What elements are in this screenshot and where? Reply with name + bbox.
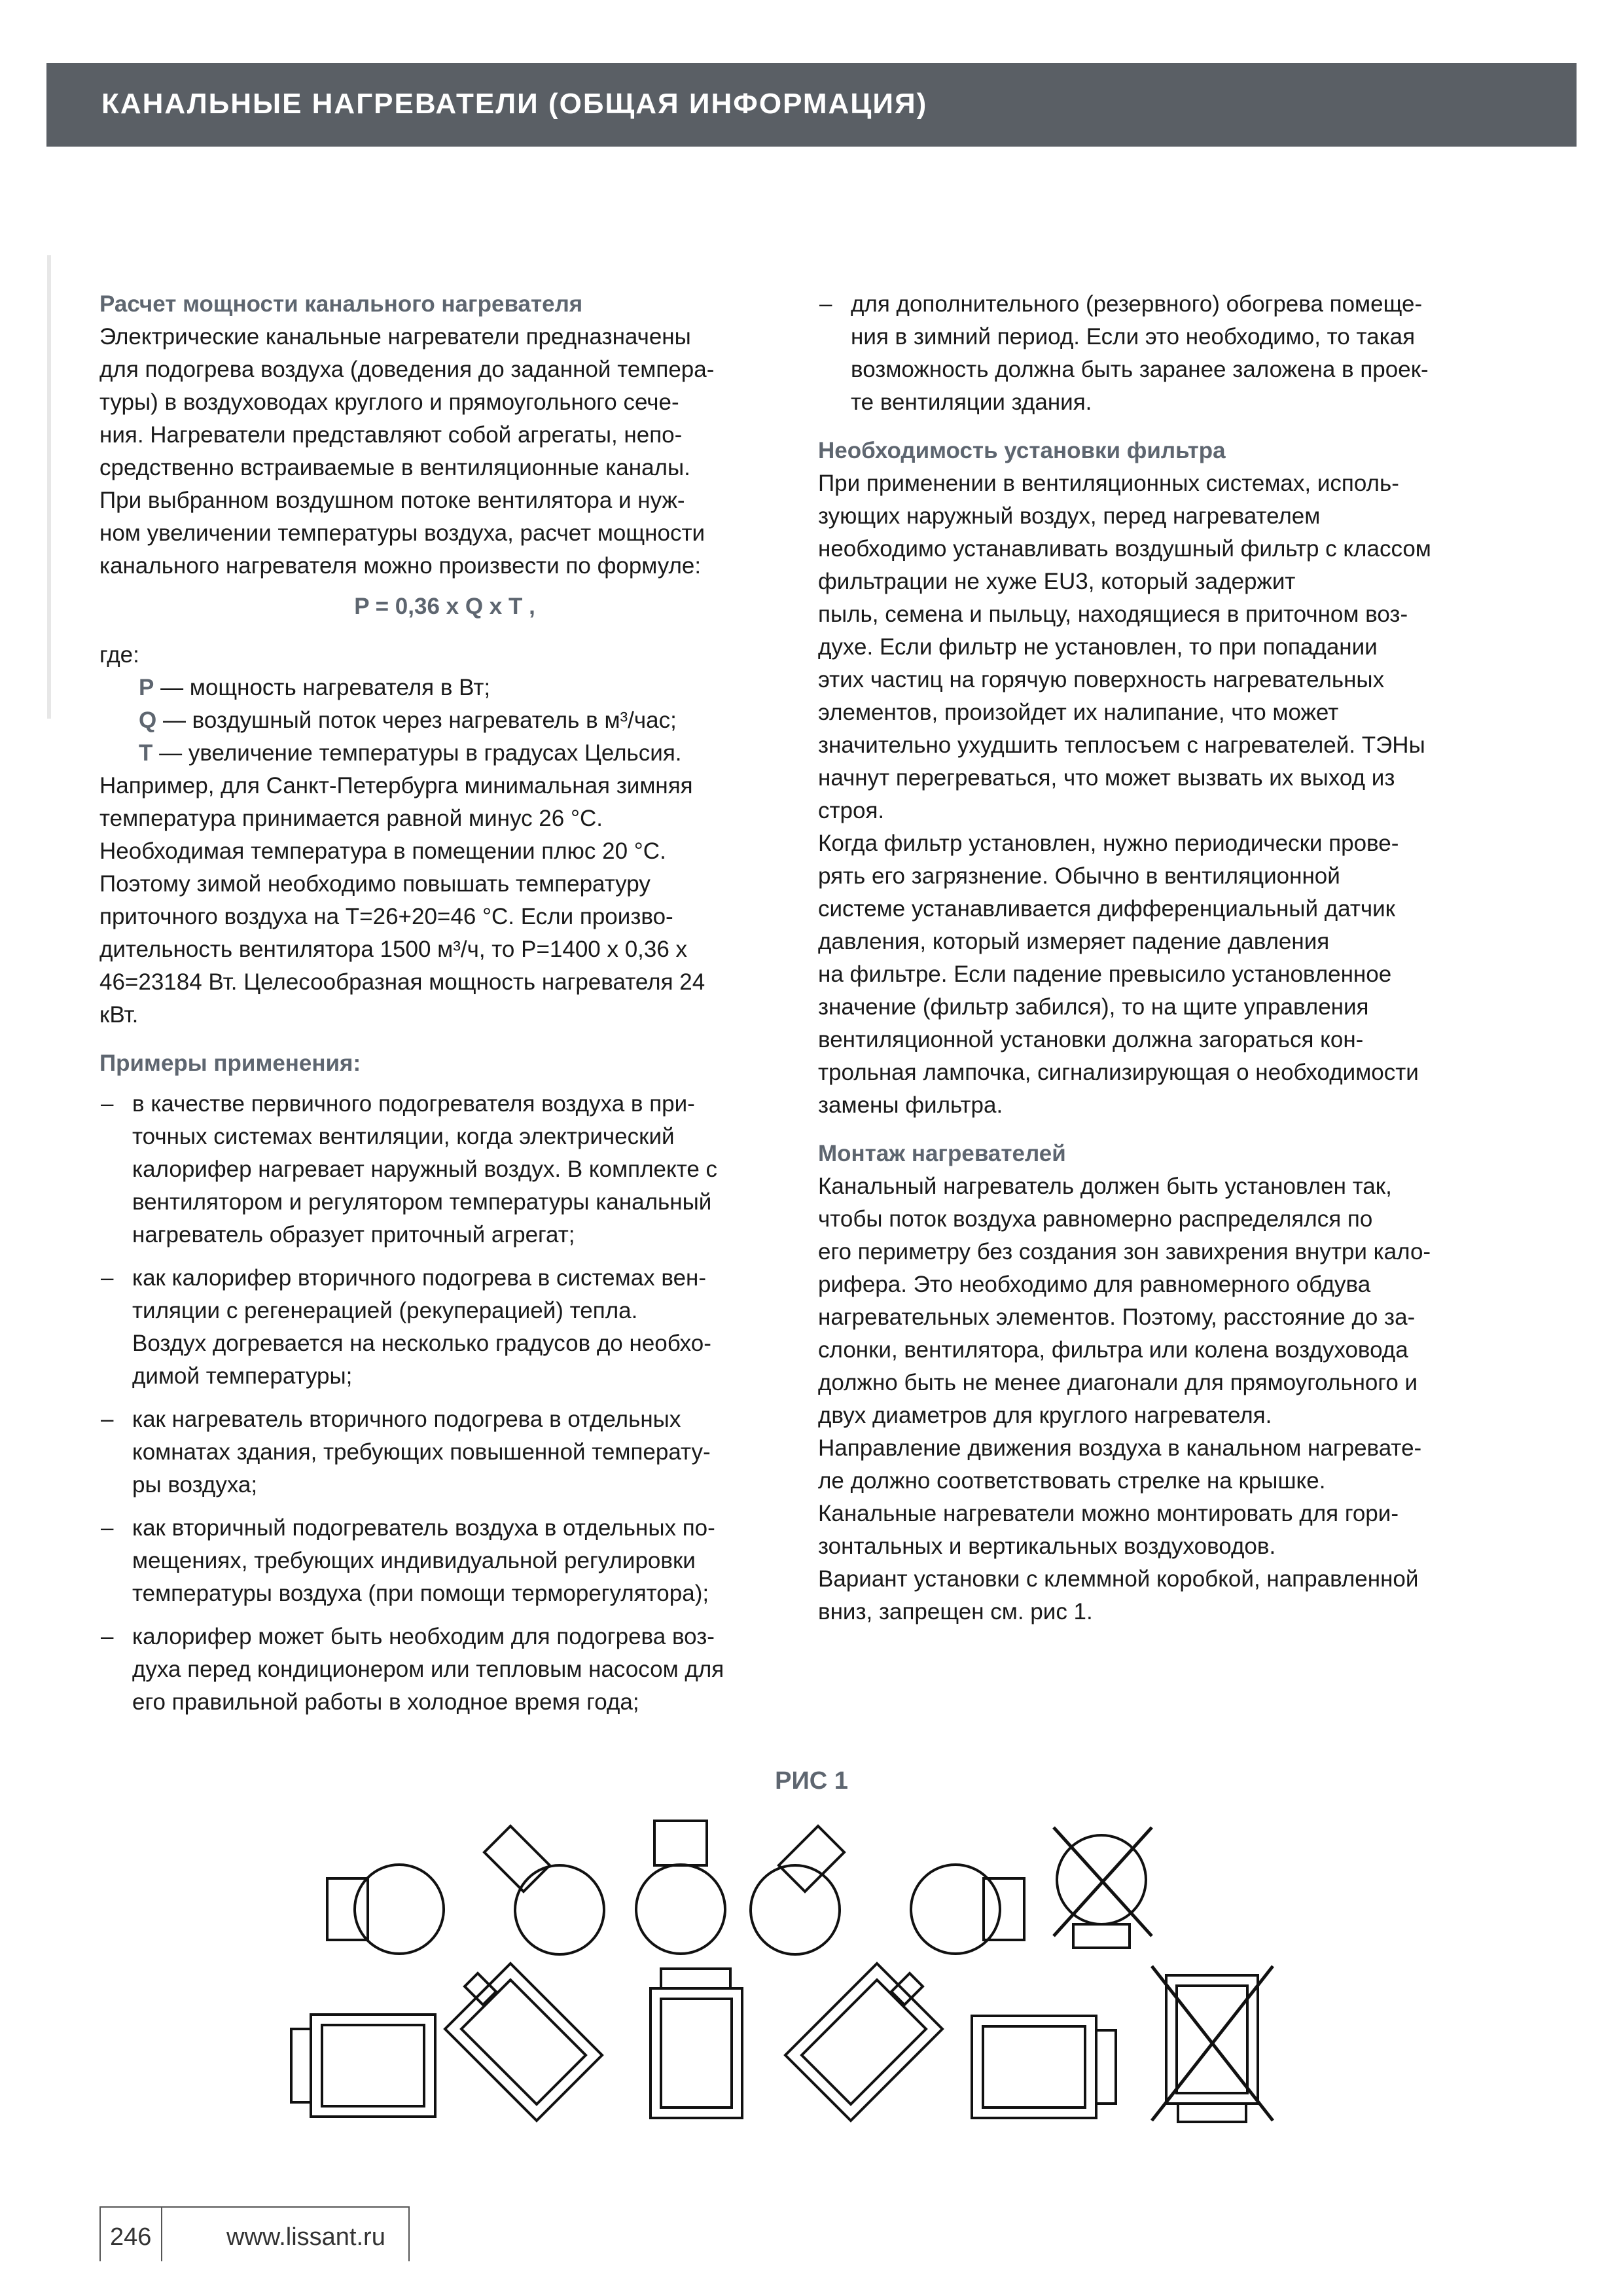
- text-line: системе устанавливается дифференциальный датчик: [818, 896, 1395, 922]
- text-line: нагревательных элементов. Поэтому, расстояние до за-: [818, 1304, 1416, 1330]
- round-heater-box-left: [327, 1865, 444, 1954]
- rect-heater-box-upper-left: [445, 1964, 602, 2121]
- rect-heater-box-right: [972, 2016, 1116, 2118]
- rect-heater-box-upper-right: [785, 1964, 942, 2121]
- text-line: для подогрева воздуха (доведения до заданной темпера-: [99, 357, 715, 382]
- text-line: Воздух догревается на несколько градусов до необхо-: [132, 1331, 711, 1356]
- calc-heading: Расчет мощности канального нагревателя: [99, 291, 583, 317]
- text-line: ния в зимний период. Если это необходимо, то такая: [851, 324, 1416, 350]
- text-line: в качестве первичного подогревателя воздуха в при-: [132, 1091, 695, 1117]
- text-line: начнут перегреваться, что может вызвать их выход из: [818, 765, 1395, 791]
- list-dash: –: [819, 291, 832, 317]
- text-line: замены фильтра.: [818, 1092, 1003, 1118]
- round-heater-box-up: [636, 1821, 725, 1954]
- text-line: двух диаметров для круглого нагревателя.: [818, 1403, 1272, 1428]
- text-line: канального нагревателя можно произвести по формуле:: [99, 553, 702, 579]
- text-line: калорифер нагревает наружный воздух. В комплекте с: [132, 1157, 718, 1182]
- definition-item: [139, 737, 790, 770]
- rect-heater-box-up: [651, 1969, 742, 2118]
- list-item: [818, 288, 1512, 419]
- text-line: ном увеличении температуры воздуха, расчет мощности: [99, 520, 705, 546]
- text-line: вентилятором и регулятором температуры канальный: [132, 1189, 712, 1215]
- text-line: димой температуры;: [132, 1363, 353, 1389]
- text-line: Канальные нагреватели можно монтировать для гори-: [818, 1501, 1399, 1526]
- application-list-continued: [818, 288, 1512, 419]
- intro-paragraph: [99, 321, 790, 583]
- text-line: зонтальных и вертикальных воздуховодов.: [818, 1534, 1276, 1559]
- text-line: нагреватель образует приточный агрегат;: [132, 1222, 575, 1247]
- text-line: Необходимая температура в помещении плюс 20 °С.: [99, 838, 666, 864]
- text-line: вниз, запрещен см. рис 1.: [818, 1599, 1093, 1624]
- list-item: [99, 1403, 790, 1501]
- text-line: чтобы поток воздуха равномерно распределялся по: [818, 1206, 1373, 1232]
- text-line: ния. Нагреватели представляют собой агрегаты, непо-: [99, 422, 683, 448]
- text-line: зующих наружный воздух, перед нагревателем: [818, 503, 1321, 529]
- text-line: Направление движения воздуха в канальном нагревате-: [818, 1435, 1422, 1461]
- text-line: рять его загрязнение. Обычно в вентиляционной: [818, 863, 1340, 889]
- text-line: вентиляционной установки должна загораться кон-: [818, 1027, 1364, 1052]
- text-line: этих частиц на горячую поверхность нагревательных: [818, 667, 1385, 692]
- footer-divider: [161, 2208, 162, 2261]
- definition-text: — воздушный поток через нагреватель в м³/час;: [156, 708, 677, 733]
- text-line: температуры воздуха (при помощи терморегулятора);: [132, 1581, 709, 1606]
- text-line: для дополнительного (резервного) обогрева помеще-: [851, 291, 1423, 317]
- text-line: средственно встраиваемые в вентиляционные каналы.: [99, 455, 690, 480]
- page-number: 246: [110, 2223, 152, 2251]
- header-bar: [46, 63, 1577, 147]
- right-column: [818, 288, 1512, 1628]
- list-dash: –: [101, 1515, 114, 1541]
- list-item: [99, 1088, 790, 1251]
- text-line: точных системах вентиляции, когда электрический: [132, 1124, 675, 1149]
- text-line: Канальный нагреватель должен быть установлен так,: [818, 1174, 1392, 1199]
- left-column: [99, 288, 790, 1729]
- round-heater-box-down-forbidden: [1054, 1827, 1152, 1948]
- page-footer: [99, 2206, 410, 2261]
- text-line: духе. Если фильтр не установлен, то при попадании: [818, 634, 1378, 660]
- definition-symbol: Q: [139, 708, 157, 733]
- list-item: [99, 1621, 790, 1719]
- text-line: значительно ухудшить теплосъем с нагревателей. ТЭНы: [818, 732, 1425, 758]
- text-line: Например, для Санкт-Петербурга минимальная зимняя: [99, 773, 693, 798]
- text-line: мещениях, требующих индивидуальной регулировки: [132, 1548, 696, 1573]
- text-line: Вариант установки с клеммной коробкой, направленной: [818, 1566, 1419, 1592]
- text-line: При применении в вентиляционных системах, исполь-: [818, 471, 1399, 496]
- text-line: как вторичный подогреватель воздуха в отдельных по-: [132, 1515, 715, 1541]
- text-line: приточного воздуха на Т=26+20=46 °С. Если произво-: [99, 904, 673, 929]
- application-list: [99, 1088, 790, 1719]
- text-line: 46=23184 Вт. Целесообразная мощность нагревателя 24: [99, 969, 705, 995]
- text-line: дительность вентилятора 1500 м³/ч, то Р=1400 х 0,36 х: [99, 937, 688, 962]
- definition-symbol: P: [139, 675, 154, 700]
- text-line: Поэтому зимой необходимо повышать температуру: [99, 871, 651, 897]
- text-line: необходимо устанавливать воздушный фильтр с классом: [818, 536, 1431, 562]
- formula-definitions: [99, 672, 790, 770]
- list-dash: –: [101, 1407, 114, 1432]
- rect-heater-box-down-forbidden: [1152, 1966, 1273, 2122]
- text-line: как калорифер вторичного подогрева в системах вен-: [132, 1265, 707, 1291]
- mounting-paragraph: [818, 1170, 1512, 1628]
- text-line: туры) в воздуховодах круглого и прямоугольного сече-: [99, 389, 679, 415]
- figure-caption: РИС 1: [775, 1767, 848, 1795]
- text-line: тиляции с регенерацией (рекуперацией) тепла.: [132, 1298, 638, 1323]
- text-line: Электрические канальные нагреватели предназначены: [99, 324, 691, 350]
- text-line: духа перед кондиционером или тепловым насосом для: [132, 1657, 724, 1682]
- installation-orientation-figure: [262, 1806, 1283, 2134]
- text-line: трольная лампочка, сигнализирующая о необходимости: [818, 1060, 1419, 1085]
- text-line: калорифер может быть необходим для подогрева воз-: [132, 1624, 715, 1649]
- text-line: ры воздуха;: [132, 1472, 258, 1498]
- list-item: [99, 1512, 790, 1610]
- definition-item: [139, 672, 790, 704]
- round-heater-box-upper-left: [484, 1826, 604, 1954]
- round-heater-box-upper-right: [751, 1826, 844, 1954]
- text-line: его периметру без создания зон завихрения внутри кало-: [818, 1239, 1431, 1265]
- text-line: кВт.: [99, 1002, 139, 1028]
- examples-heading: Примеры применения:: [99, 1050, 361, 1076]
- list-dash: –: [101, 1265, 114, 1291]
- round-heater-box-right: [911, 1865, 1024, 1954]
- rect-heater-box-left: [291, 2015, 435, 2117]
- example-paragraph: [99, 770, 790, 1031]
- text-line: на фильтре. Если падение превысило установленное: [818, 961, 1392, 987]
- list-dash: –: [101, 1091, 114, 1117]
- text-line: слонки, вентилятора, фильтра или колена воздуховода: [818, 1337, 1408, 1363]
- list-item: [99, 1262, 790, 1393]
- text-line: должно быть не менее диагонали для прямоугольного и: [818, 1370, 1418, 1395]
- text-line: рифера. Это необходимо для равномерного обдува: [818, 1272, 1371, 1297]
- mounting-heading: Монтаж нагревателей: [818, 1141, 1066, 1166]
- definition-symbol: T: [139, 740, 153, 766]
- definition-text: — увеличение температуры в градусах Цельсия.: [152, 740, 682, 766]
- text-line: возможность должна быть заранее заложена в проек-: [851, 357, 1429, 382]
- text-line: комнатах здания, требующих повышенной температу-: [132, 1439, 711, 1465]
- text-line: температура принимается равной минус 26 °С.: [99, 806, 603, 831]
- website-link[interactable]: www.lissant.ru: [226, 2223, 385, 2251]
- power-formula: P = 0,36 x Q x T ,: [354, 594, 535, 619]
- filter-heading: Необходимость установки фильтра: [818, 438, 1226, 463]
- where-label: где:: [99, 642, 139, 668]
- text-line: строя.: [818, 798, 885, 823]
- page-title: КАНАЛЬНЫЕ НАГРЕВАТЕЛИ (ОБЩАЯ ИНФОРМАЦИЯ): [101, 88, 928, 120]
- text-line: При выбранном воздушном потоке вентилятора и нуж-: [99, 488, 685, 513]
- text-line: как нагреватель вторичного подогрева в отдельных: [132, 1407, 681, 1432]
- text-line: Когда фильтр установлен, нужно периодически прове-: [818, 831, 1399, 856]
- filter-paragraph: [818, 467, 1512, 1122]
- list-dash: –: [101, 1624, 114, 1649]
- text-line: давления, который измеряет падение давления: [818, 929, 1330, 954]
- text-line: фильтрации не хуже EU3, который задержит: [818, 569, 1296, 594]
- text-line: его правильной работы в холодное время года;: [132, 1689, 639, 1715]
- text-line: те вентиляции здания.: [851, 389, 1092, 415]
- side-margin-mark: [47, 255, 51, 719]
- definition-text: — мощность нагревателя в Вт;: [154, 675, 491, 700]
- text-line: ле должно соответствовать стрелке на крышке.: [818, 1468, 1326, 1494]
- text-line: значение (фильтр забился), то на щите управления: [818, 994, 1369, 1020]
- definition-item: [139, 704, 790, 737]
- text-line: пыль, семена и пыльцу, находящиеся в приточном воз-: [818, 601, 1408, 627]
- text-line: элементов, произойдет их налипание, что может: [818, 700, 1339, 725]
